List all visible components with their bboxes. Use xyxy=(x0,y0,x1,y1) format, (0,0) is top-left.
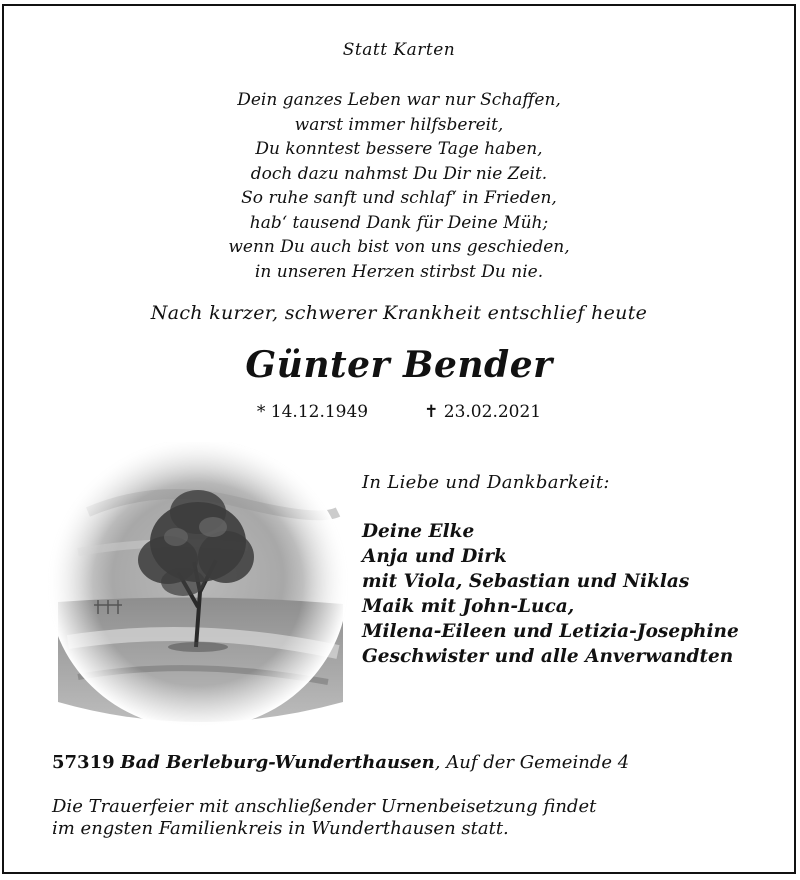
poem-line: So ruhe sanft und schlaf‘ in Frieden, xyxy=(241,188,557,208)
family-member: Deine Elke xyxy=(362,521,475,542)
notice-header: Statt Karten xyxy=(342,40,456,60)
death-date: ✝ 23.02.2021 xyxy=(424,402,542,422)
family-list xyxy=(362,519,800,669)
postcode: 57319 xyxy=(52,752,115,773)
family-member: mit Viola, Sebastian und Niklas xyxy=(362,571,690,592)
service-line: im engsten Familienkreis in Wunderthausen statt. xyxy=(52,818,509,839)
family-member: Geschwister und alle Anverwandten xyxy=(362,646,734,667)
street: Auf der Gemeinde 4 xyxy=(446,752,630,773)
family-member: Milena-Eileen und Letizia-Josephine xyxy=(362,621,739,642)
poem-line: in unseren Herzen stirbst Du nie. xyxy=(254,261,544,282)
poem-line: doch dazu nahmst Du Dir nie Zeit. xyxy=(250,163,548,184)
poem xyxy=(4,88,794,284)
poem-line: Du konntest bessere Tage haben, xyxy=(255,139,543,159)
town: Bad Berleburg-Wunderthausen xyxy=(120,752,435,773)
poem-line: warst immer hilfsbereit, xyxy=(294,114,504,135)
thanks-line: In Liebe und Dankbarkeit: xyxy=(362,472,610,493)
address-line: 57319 Bad Berleburg-Wunderthausen, Auf der Gemeinde 4 xyxy=(52,752,630,773)
service-info xyxy=(52,796,596,840)
poem-line: Dein ganzes Leben war nur Schaffen, xyxy=(237,90,561,110)
deceased-name: Günter Bender xyxy=(245,344,553,386)
tree-landscape-image xyxy=(48,442,348,732)
birth-date: * 14.12.1949 xyxy=(256,402,369,422)
family-member: Maik mit John-Luca, xyxy=(362,596,575,617)
poem-line: wenn Du auch bist von uns geschieden, xyxy=(228,237,570,257)
poem-line: hab‘ tausend Dank für Deine Müh; xyxy=(249,212,549,233)
obituary-notice xyxy=(2,4,796,874)
mourners-block xyxy=(362,472,800,669)
life-dates xyxy=(4,402,794,422)
service-line: Die Trauerfeier mit anschließender Urnenbeisetzung findet xyxy=(52,796,597,817)
death-announcement: Nach kurzer, schwerer Krankheit entschlief heute xyxy=(150,302,648,324)
family-member: Anja und Dirk xyxy=(362,546,507,567)
